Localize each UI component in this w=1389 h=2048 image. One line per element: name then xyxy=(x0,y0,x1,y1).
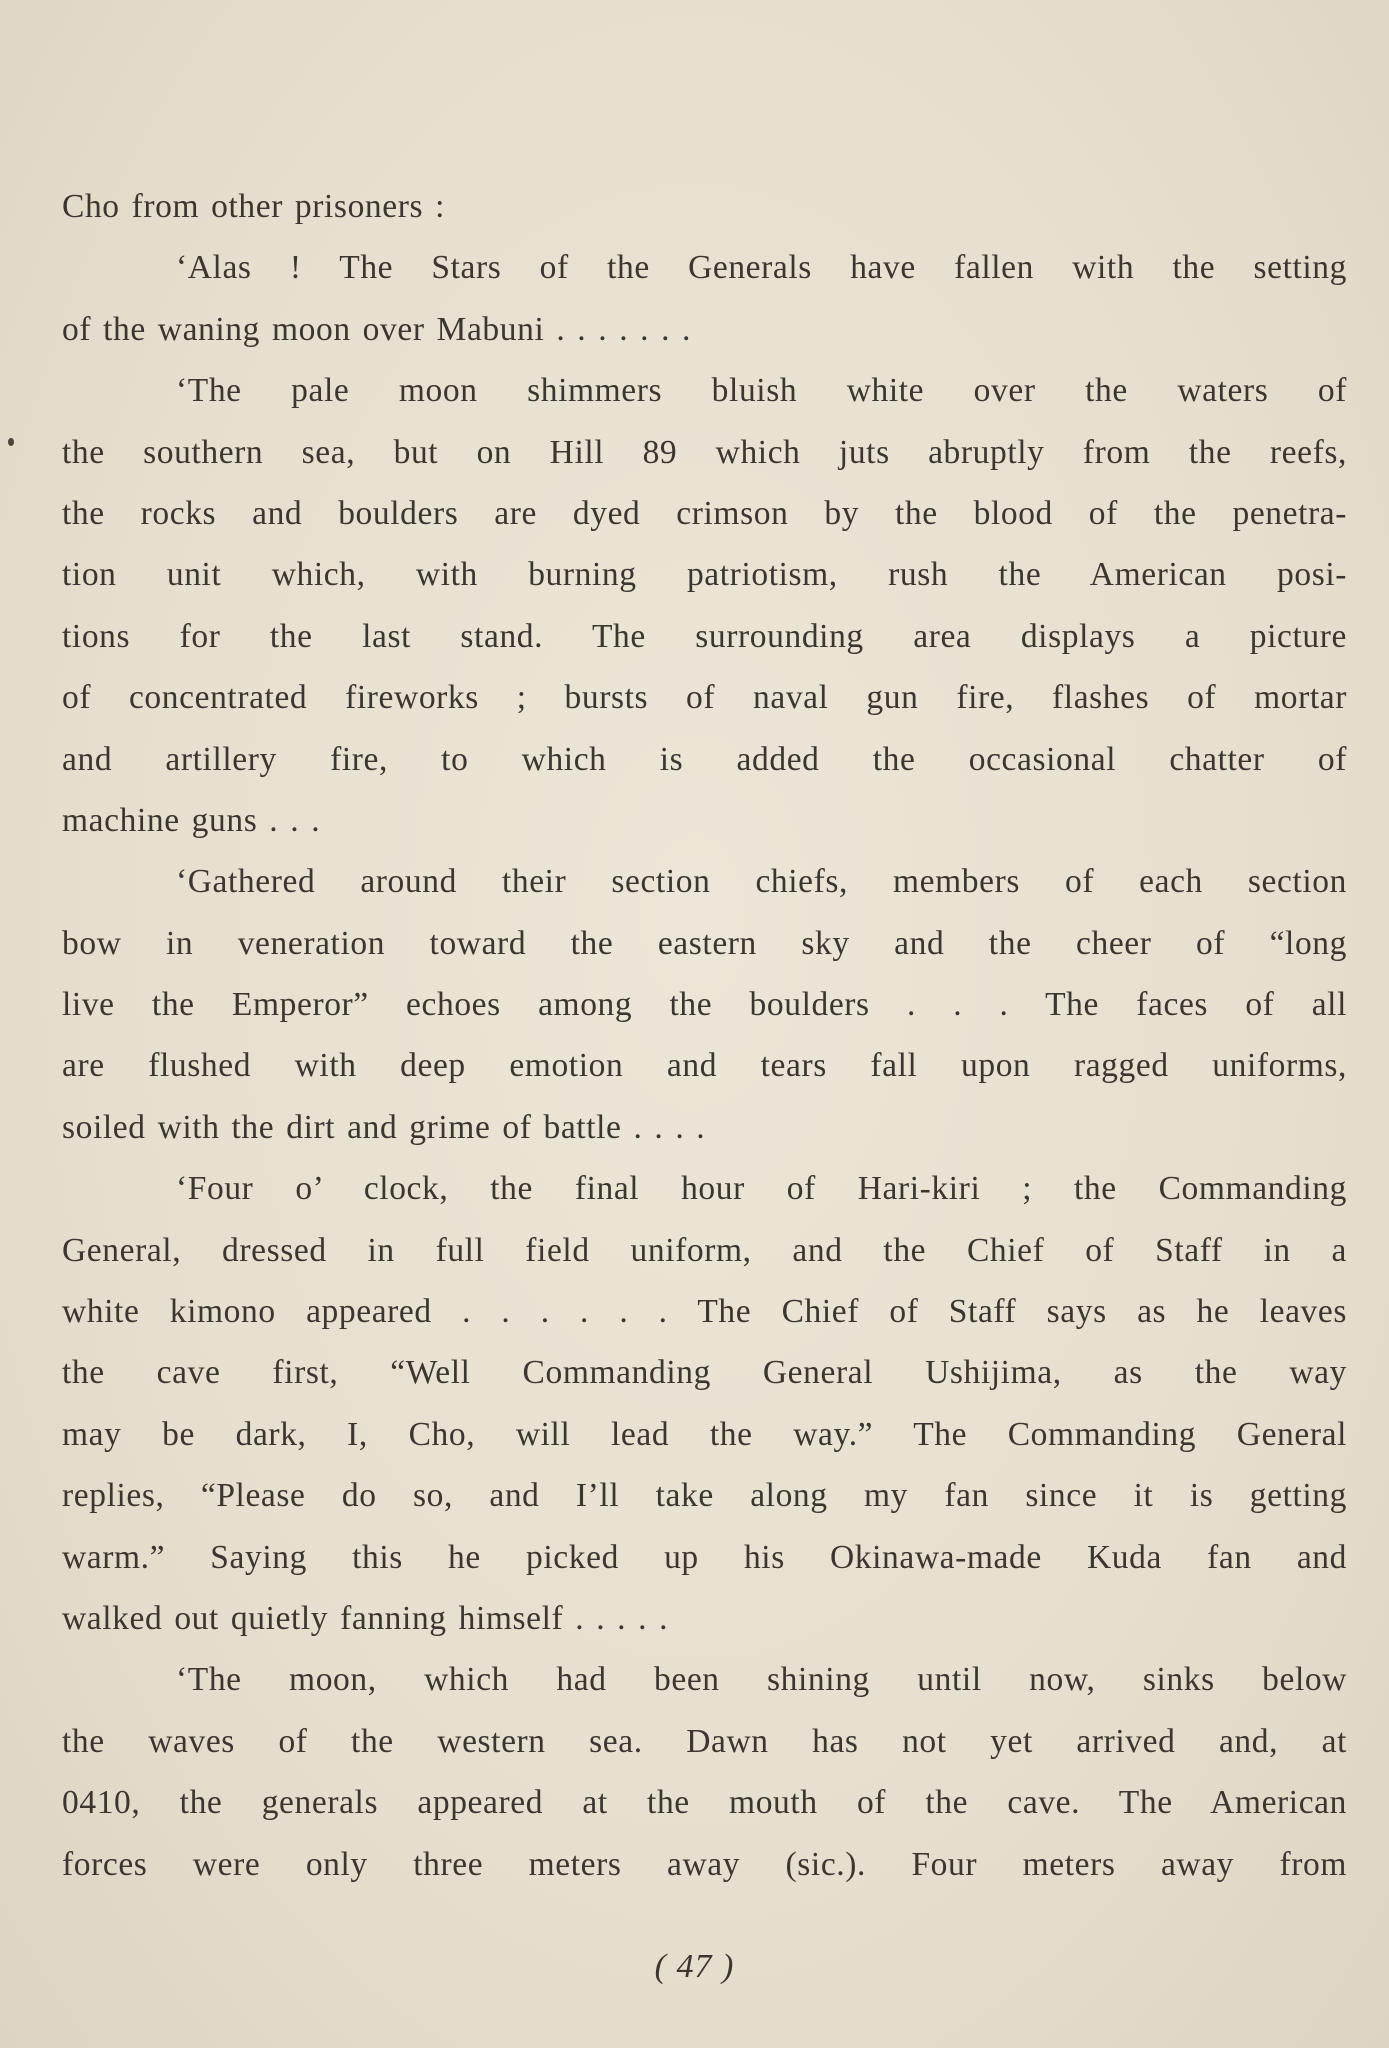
text-line: live the Emperor” echoes among the boulders . . . The faces of all xyxy=(62,986,1347,1024)
text-line: of the waning moon over Mabuni . . . . . . . xyxy=(62,310,692,348)
text-line: soiled with the dirt and grime of battle . . . . xyxy=(62,1108,706,1146)
text-line: warm.” Saying this he picked up his Okinawa-made Kuda fan and xyxy=(62,1538,1347,1576)
text-line: ‘The pale moon shimmers bluish white over the waters of xyxy=(176,372,1347,410)
text-line: the waves of the western sea. Dawn has not yet arrived and, at xyxy=(62,1722,1347,1760)
text-line: are flushed with deep emotion and tears fall upon ragged uniforms, xyxy=(62,1047,1347,1085)
text-line: machine guns . . . xyxy=(62,801,321,839)
text-line: tion unit which, with burning patriotism, rush the American posi- xyxy=(62,556,1347,594)
text-line: white kimono appeared . . . . . . The Chief of Staff says as he leaves xyxy=(62,1293,1347,1331)
text-line: Cho from other prisoners : xyxy=(62,188,446,225)
text-line: tions for the last stand. The surrounding area displays a picture xyxy=(62,617,1347,655)
ink-speck xyxy=(8,438,14,446)
text-line: bow in veneration toward the eastern sky and the cheer of “long xyxy=(62,924,1347,962)
text-line: of concentrated fireworks ; bursts of naval gun fire, flashes of mortar xyxy=(62,679,1347,717)
text-line: the cave first, “Well Commanding General Ushijima, as the way xyxy=(62,1354,1347,1392)
text-line: and artillery fire, to which is added the occasional chatter of xyxy=(62,740,1347,778)
page-number: ( 47 ) xyxy=(654,1948,735,1985)
text-line: replies, “Please do so, and I’ll take along my fan since it is getting xyxy=(62,1477,1347,1515)
text-line: the southern sea, but on Hill 89 which juts abruptly from the reefs, xyxy=(62,433,1347,471)
text-line: walked out quietly fanning himself . . . . . xyxy=(62,1599,669,1637)
text-line: may be dark, I, Cho, will lead the way.” The Commanding General xyxy=(62,1415,1347,1453)
text-line: ‘Gathered around their section chiefs, members of each section xyxy=(176,863,1347,901)
text-line: General, dressed in full field uniform, and the Chief of Staff in a xyxy=(62,1231,1347,1269)
text-line: ‘Four o’ clock, the final hour of Hari-kiri ; the Commanding xyxy=(176,1170,1347,1208)
text-line: ‘Alas ! The Stars of the Generals have fallen with the setting xyxy=(176,249,1347,287)
text-line: the rocks and boulders are dyed crimson by the blood of the penetra- xyxy=(62,494,1347,532)
text-line: 0410, the generals appeared at the mouth of the cave. The American xyxy=(62,1784,1347,1822)
text-line: forces were only three meters away (sic.). Four meters away from xyxy=(62,1845,1347,1883)
body-text xyxy=(62,176,1347,1895)
text-line: ‘The moon, which had been shining until now, sinks below xyxy=(176,1661,1347,1699)
